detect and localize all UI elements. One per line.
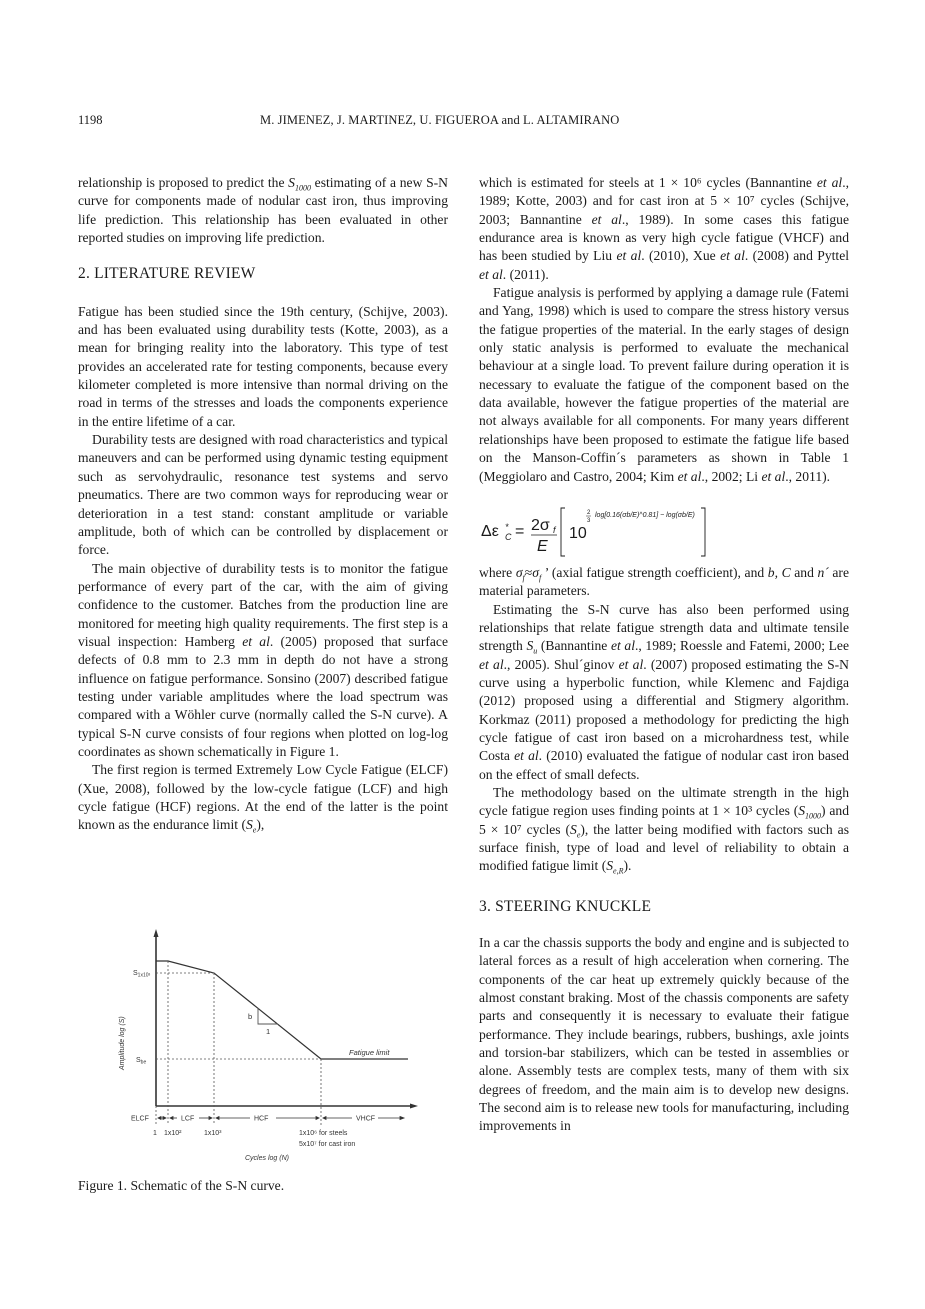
x-tick-steels: 1x10⁶ for steels: [299, 1130, 348, 1137]
paragraph: Estimating the S-N curve has also been performed using relationships that relate fatigue strength data and ultimate tensile strength $S_u$ (Bannantine et al., 1989; Roessle and Fatemi, 2000; Lee et al., 2005). Shul´ginov et al. (2007) proposed estimating the S-N curve using a hyperbolic function, while Klemenc and Fajdiga (2012) proposed using a differential and Stigmery algorithm. Korkmaz (2011) proposed a methodology for predicting the high cycle fatigue of cast iron based on a microhardness test, while Costa et al. (2010) evaluated the fatigue of nodular cast iron based on the effect of small defects.: [479, 601, 849, 782]
svg-text:*: *: [505, 521, 509, 532]
x-tick-cast-iron: 5x10⁷ for cast iron: [299, 1141, 356, 1148]
x-tick-1e3: 1x10³: [204, 1130, 222, 1137]
slope-label-b: b: [248, 1012, 253, 1021]
paragraph: The first region is termed Extremely Low Cycle Fatigue (ELCF) (Xue, 2008), followed by the low-cycle fatigue (LCF) and high cycle fatigue (HCF) regions. At the end of the latter is the point known as the endurance limit $(S_e)$,: [78, 762, 448, 836]
slope-label-1: 1: [266, 1027, 271, 1036]
paragraph: The methodology based on the ultimate strength in the high cycle fatigue region uses finding points at 1 × 10³ cycles $(S_{1000})$ and 5 × 10⁷ cycles $(S_e)$, the latter being modified with factors such as surface finish, type of load and level of reliability to obtain a modified fatigue limit $(S_{e,R})$.: [479, 784, 849, 877]
svg-text:3: 3: [587, 517, 591, 524]
x-axis-label: Cycles log (N): [245, 1155, 289, 1162]
x-tick-1e2: 1x10²: [164, 1130, 182, 1137]
paragraph: Fatigue analysis is performed by applying a damage rule (Fatemi and Yang, 1998) which is used to compare the stress history versus the fatigue properties of the material. In the early stages of design only static analysis is performed to evaluate the mechanical behaviour at a single load. To prevent failure during operation it is necessary to evaluate the fatigue of the component based on the data available, however the fatigue properties of the material are not always available for all components. For many years different relationships have been proposed to estimate the fatigue life based on the Manson-Coffin´s parameters as shown in Table 1 (Meggiolaro and Castro, 2004; Kim et al., 2002; Li et al., 2011).: [479, 285, 849, 484]
region-elcf: ELCF: [131, 1115, 149, 1123]
x-tick-1: 1: [153, 1130, 157, 1137]
eq-lhs: Δε: [481, 522, 499, 540]
region-hcf: HCF: [254, 1115, 269, 1123]
svg-text:2: 2: [587, 509, 591, 516]
paragraph: which is estimated for steels at 1 × 10⁶ cycles (Bannantine et al., 1989; Kotte, 2003) and for cast iron at 5 × 10⁷ cycles (Schijve, 2003; Bannantine et al., 1989). In some cases this fatigue endurance area is known as very high cycle fatigue (VHCF) and has been studied by Liu et al. (2010), Xue et al. (2008) and Pyttel et al. (2011).: [479, 175, 849, 282]
equation-manson-coffin: [479, 500, 849, 558]
region-lcf: LCF: [181, 1115, 195, 1123]
y-axis-label: Amplitude log (S): [119, 1016, 126, 1070]
fatigue-limit-label: Fatigue limit: [349, 1048, 390, 1057]
svg-text:10: 10: [569, 524, 587, 542]
svg-text:2σ: 2σ: [531, 516, 550, 534]
figure-caption: Figure 1. Schematic of the S-N curve.: [78, 1178, 285, 1193]
page-number: 1198: [78, 113, 103, 127]
paragraph: In a car the chassis supports the body and engine and is subjected to lateral forces as a result of high acceleration when cornering. The components of the car heat up extremely quickly because of the almost constant braking. Most of the chassis components are safety parts and consequently it is necessary to evaluate their fatigue performance. They include bearings, rubbers, bushings, axle joints and torsion-bar stabilizers, which can be tested in assemblies or alone. Assembly tests are complex tests, many of them with six degrees of freedom, and the main aim is to develop new designs. The second aim is to release new tools for manufacturing, including improvements in: [479, 935, 849, 1134]
figure-sn-curve: [100, 925, 430, 1175]
section-heading-steering-knuckle: 3. STEERING KNUCKLE: [479, 897, 652, 915]
svg-text:f: f: [553, 524, 556, 535]
right-column: [479, 174, 849, 1136]
region-vhcf: VHCF: [356, 1115, 376, 1123]
paragraph: The main objective of durability tests is to monitor the fatigue performance of every part of the car, with the aim of giving confidence to the customer. Batches from the production line are monitored for meeting high quality requirements. The first step is a visual inspection: Hamberg et al. (2005) proposed that surface defects of 0.8 mm to 2.3 mm in depth do not have a strong influence on fatigue performance. Sonsino (2007) described fatigue testing under variable amplitudes where the load spectrum was compared with a Wöhler curve (normally called the S-N curve). A typical S-N curve consists of four regions when plotted on log-log coordinates as shown schematically in Figure 1.: [78, 560, 448, 759]
svg-text:C: C: [505, 531, 512, 542]
y-tick-s1000: $S_{1x10^3}$: [133, 970, 151, 979]
paragraph: Durability tests are designed with road characteristics and typical maneuvers and can be performed using dynamic testing equipment such as servohydraulic, resonance test systems and servo pneumatics. There are two common ways for reproducing wear or deterioration in a test stand: constant amplitude or variable amplitude, both of which can be controlled by displacement or force.: [78, 432, 448, 558]
svg-text:E: E: [537, 537, 548, 555]
paragraph: relationship is proposed to predict the $S_{1000}$ estimating of a new S-N curve for components made of nodular cast iron, thus improving life prediction. This relationship has been evaluated in other reported studies on improving life prediction.: [78, 175, 448, 246]
left-column: [78, 174, 448, 835]
paragraph: Fatigue has been studied since the 19th century, (Schijve, 2003). and has been evaluated using durability tests (Kotte, 2003), as a mean for bringing reality into the laboratory. This type of test provides an accelerated rate for testing components, because every kilometer completed is more intensive than normal driving on the road in terms of the stresses and loads the components experience in the entire lifetime of a car.: [78, 303, 448, 429]
section-heading-literature-review: 2. LITERATURE REVIEW: [78, 265, 256, 283]
paragraph: where $\sigma_f\approx\sigma_f$ ’ (axial fatigue strength coefficient), and b, C and n´ are material parameters.: [479, 564, 849, 599]
eq-exponent: log[0.16(σb/E)^0.81] − log(σb/E): [595, 511, 695, 519]
running-authors: M. JIMENEZ, J. MARTINEZ, U. FIGUEROA and L. ALTAMIRANO: [260, 113, 620, 127]
svg-text:=: =: [515, 522, 525, 540]
y-tick-sbe: $S_{be}$: [136, 1057, 147, 1066]
